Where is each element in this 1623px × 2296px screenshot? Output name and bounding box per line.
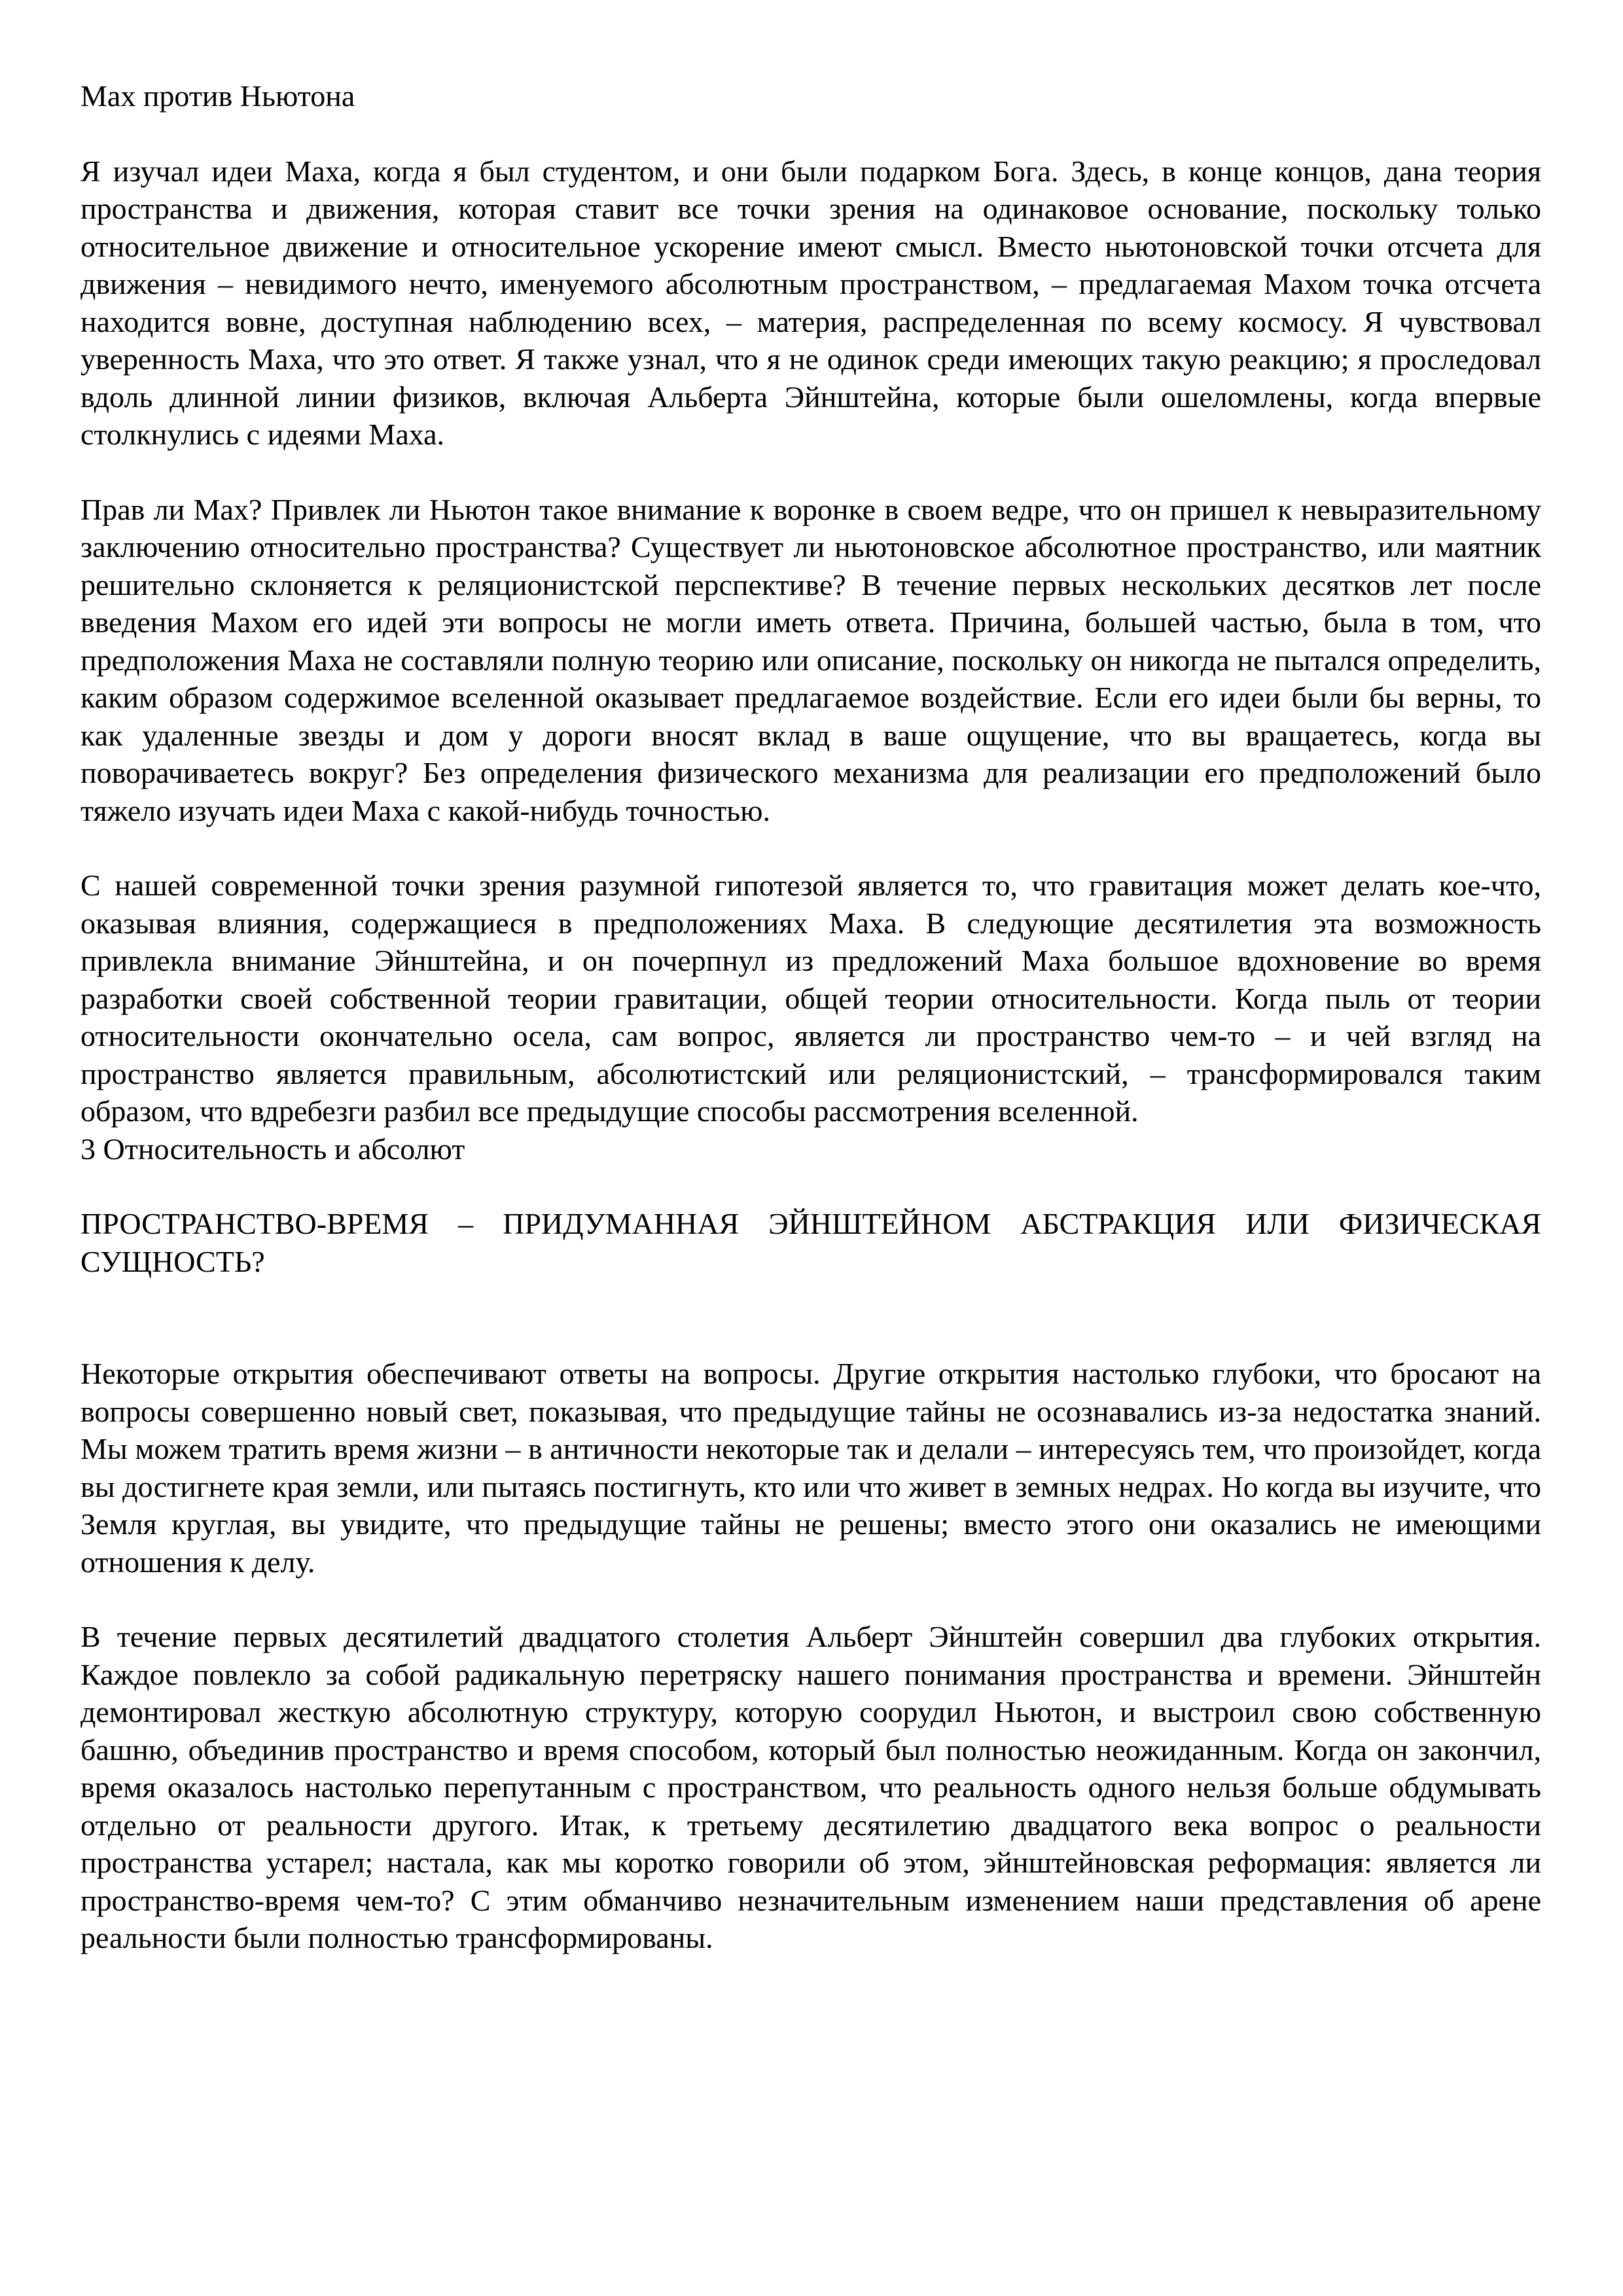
spacer [80, 1280, 1541, 1355]
paragraph-2: Прав ли Мах? Привлек ли Ньютон такое внимание к воронке в своем ведре, что он пришел к невыразительному заключению относительно пространства? Существует ли ньютоновское абсолютное пространство, или маятник решительно склоняется к реляционистской перспективе? В течение первых нескольких десятков лет после введения Махом его идей эти вопросы не могли иметь ответа. Причина, большей частью, была в том, что предположения Маха не составляли полную теорию или описание, поскольку он никогда не пытался определить, каким образом содержимое вселенной оказывает предлагаемое воздействие. Если его идеи были бы верны, то как удаленные звезды и дом у дороги вносят вклад в ваше ощущение, что вы вращаетесь, когда вы поворачиваетесь вокруг? Без определения физического механизма для реализации его предположений было тяжело изучать идеи Маха с какой-нибудь точностью. [80, 492, 1541, 827]
chapter-title: 3 Относительность и абсолют [80, 1132, 465, 1166]
spacer [80, 829, 1541, 867]
paragraph-3: С нашей современной точки зрения разумной гипотезой является то, что гравитация может делать кое-что, оказывая влияния, содержащиеся в предположениях Маха. В следующие десятилетия эта возможность привлекла внимание Эйнштейна, и он почерпнул из предложений Маха большое вдохновение во время разработки своей собственной теории гравитации, общей теории относительности. Когда пыль от теории относительности окончательно осела, сам вопрос, является ли пространство чем-то – и чей взгляд на пространство является правильным, абсолютистский или реляционистский, – трансформировался таким образом, что вдребезги разбил все предыдущие способы рассмотрения вселенной. [80, 869, 1541, 1128]
paragraph-5: В течение первых десятилетий двадцатого столетия Альберт Эйнштейн совершил два глубоких открытия. Каждое повлекло за собой радикальную перетряску нашего понимания пространства и времени. Эйнштейн демонтировал жесткую абсолютную структуру, которую соорудил Ньютон, и выстроил свою собственную башню, объединив пространство и время способом, который был полностью неожиданным. Когда он закончил, время оказалось настолько перепутанным с пространством, что реальность одного нельзя больше обдумывать отдельно от реальности другого. Итак, к третьему десятилетию двадцатого века вопрос о реальности пространства устарел; настала, как мы коротко говорили об этом, эйнштейновская реформация: является ли пространство-время чем-то? С этим обманчиво незначительным изменением наши представления об арене реальности были полностью трансформированы. [80, 1620, 1541, 1954]
spacer [80, 115, 1541, 152]
spacer [80, 1581, 1541, 1618]
spacer [80, 454, 1541, 491]
section-title: Мах против Ньютона [80, 79, 355, 113]
document-page [80, 77, 1541, 1957]
paragraph-4: Некоторые открытия обеспечивают ответы на вопросы. Другие открытия настолько глубоки, что бросают на вопросы совершенно новый свет, показывая, что предыдущие тайны не осознавались из-за недостатка знаний. Мы можем тратить время жизни – в античности некоторые так и делали – интересуясь тем, что произойдет, когда вы достигнете края земли, или пытаясь постигнуть, кто или что живет в земных недрах. Но когда вы изучите, что Земля круглая, вы увидите, что предыдущие тайны не решены; вместо этого они оказались не имеющими отношения к делу. [80, 1357, 1541, 1579]
chapter-heading: ПРОСТРАНСТВО-ВРЕМЯ – ПРИДУМАННАЯ ЭЙНШТЕЙНОМ АБСТРАКЦИЯ ИЛИ ФИЗИЧЕСКАЯ СУЩНОСТЬ? [80, 1207, 1541, 1278]
paragraph-1: Я изучал идеи Маха, когда я был студентом, и они были подарком Бога. Здесь, в конце концов, дана теория пространства и движения, которая ставит все точки зрения на одинаковое основание, поскольку только относительное движение и относительное ускорение имеют смысл. Вместо ньютоновской точки отсчета для движения – невидимого нечто, именуемого абсолютным пространством, – предлагаемая Махом точка отсчета находится вовне, доступная наблюдению всех, – материя, распределенная по всему космосу. Я чувствовал уверенность Маха, что это ответ. Я также узнал, что я не одинок среди имеющих такую реакцию; я проследовал вдоль длинной линии физиков, включая Альберта Эйнштейна, которые были ошеломлены, когда впервые столкнулись с идеями Маха. [80, 154, 1541, 451]
spacer [80, 1168, 1541, 1205]
